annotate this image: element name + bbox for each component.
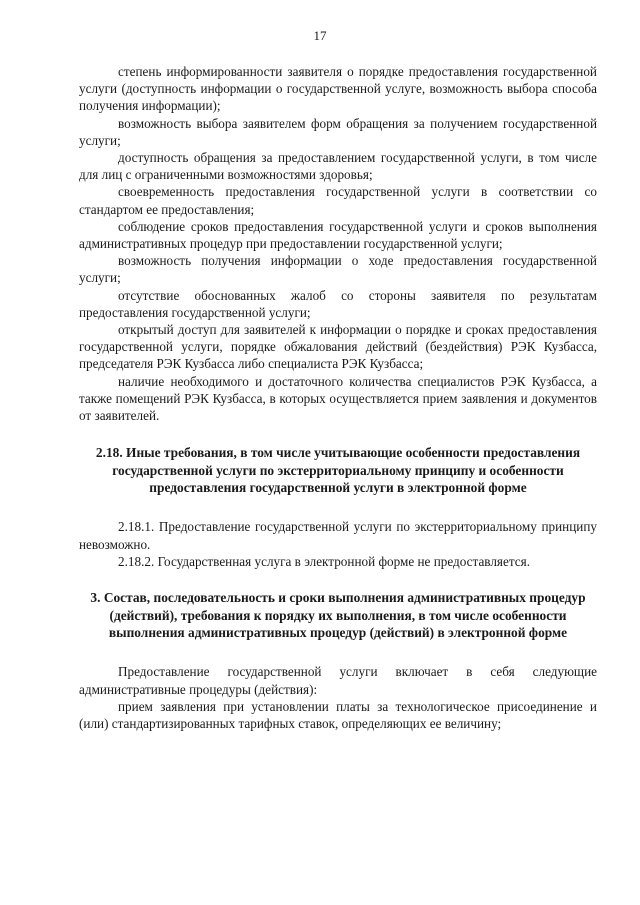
section-3-item-1: прием заявления при установлении платы за технологическое присоединение и (или) стандартизированных тарифных ставок, определяющих ее величину; (79, 698, 597, 731)
quality-indicator-2: возможность выбора заявителем форм обращения за получением государственной услуги; (79, 115, 597, 148)
section-heading-2-18: 2.18. Иные требования, в том числе учитывающие особенности предоставления государственной услуги по экстерриториальному принципу и особенности предоставления государственной услуги в электронной форме (95, 445, 581, 496)
quality-indicator-1: степень информированности заявителя о порядке предоставления государственной услуги (доступность информации о государственной услуге, возможность выбора способа получения информации); (79, 64, 597, 114)
quality-indicator-7: отсутствие обоснованных жалоб со стороны заявителя по результатам предоставления государственной услуги; (79, 287, 597, 320)
page-number: 17 (313, 28, 327, 43)
quality-indicator-4: своевременность предоставления государственной услуги в соответствии со стандартом ее предоставления; (79, 184, 597, 217)
paragraph-2-18-2: 2.18.2. Государственная услуга в электронной форме не предоставляется. (118, 553, 530, 569)
page-content (79, 63, 597, 732)
section-3-intro: Предоставление государственной услуги включает в себя следующие административные процедуры (действия): (79, 664, 597, 697)
quality-indicator-5: соблюдение сроков предоставления государственной услуги и сроков выполнения административных процедур при предоставлении государственной услуги; (79, 218, 597, 252)
quality-indicator-3: доступность обращения за предоставлением государственной услуги, в том числе для лиц с ограниченными возможностями здоровья; (79, 150, 597, 183)
quality-indicator-6: возможность получения информации о ходе предоставления государственной услуги; (79, 253, 597, 286)
section-heading-3: 3. Состав, последовательность и сроки выполнения административных процедур (действий), требования к порядку их выполнения, в том числе особенности выполнения административных процедур (действий) в электронной форме (90, 590, 586, 640)
quality-indicator-8: открытый доступ для заявителей к информации о порядке и сроках предоставления государственной услуги, порядке обжалования действий (бездействия) РЭК Кузбасса, председателя РЭК Кузбасса либо специалиста РЭК Кузбасса; (79, 322, 597, 372)
paragraph-2-18-1: 2.18.1. Предоставление государственной услуги по экстерриториальному принципу невозможно. (79, 519, 597, 552)
quality-indicator-9: наличие необходимого и достаточного количества специалистов РЭК Кузбасса, а также помещений РЭК Кузбасса, в которых осуществляется прием заявления и документов от заявителей. (79, 373, 597, 424)
